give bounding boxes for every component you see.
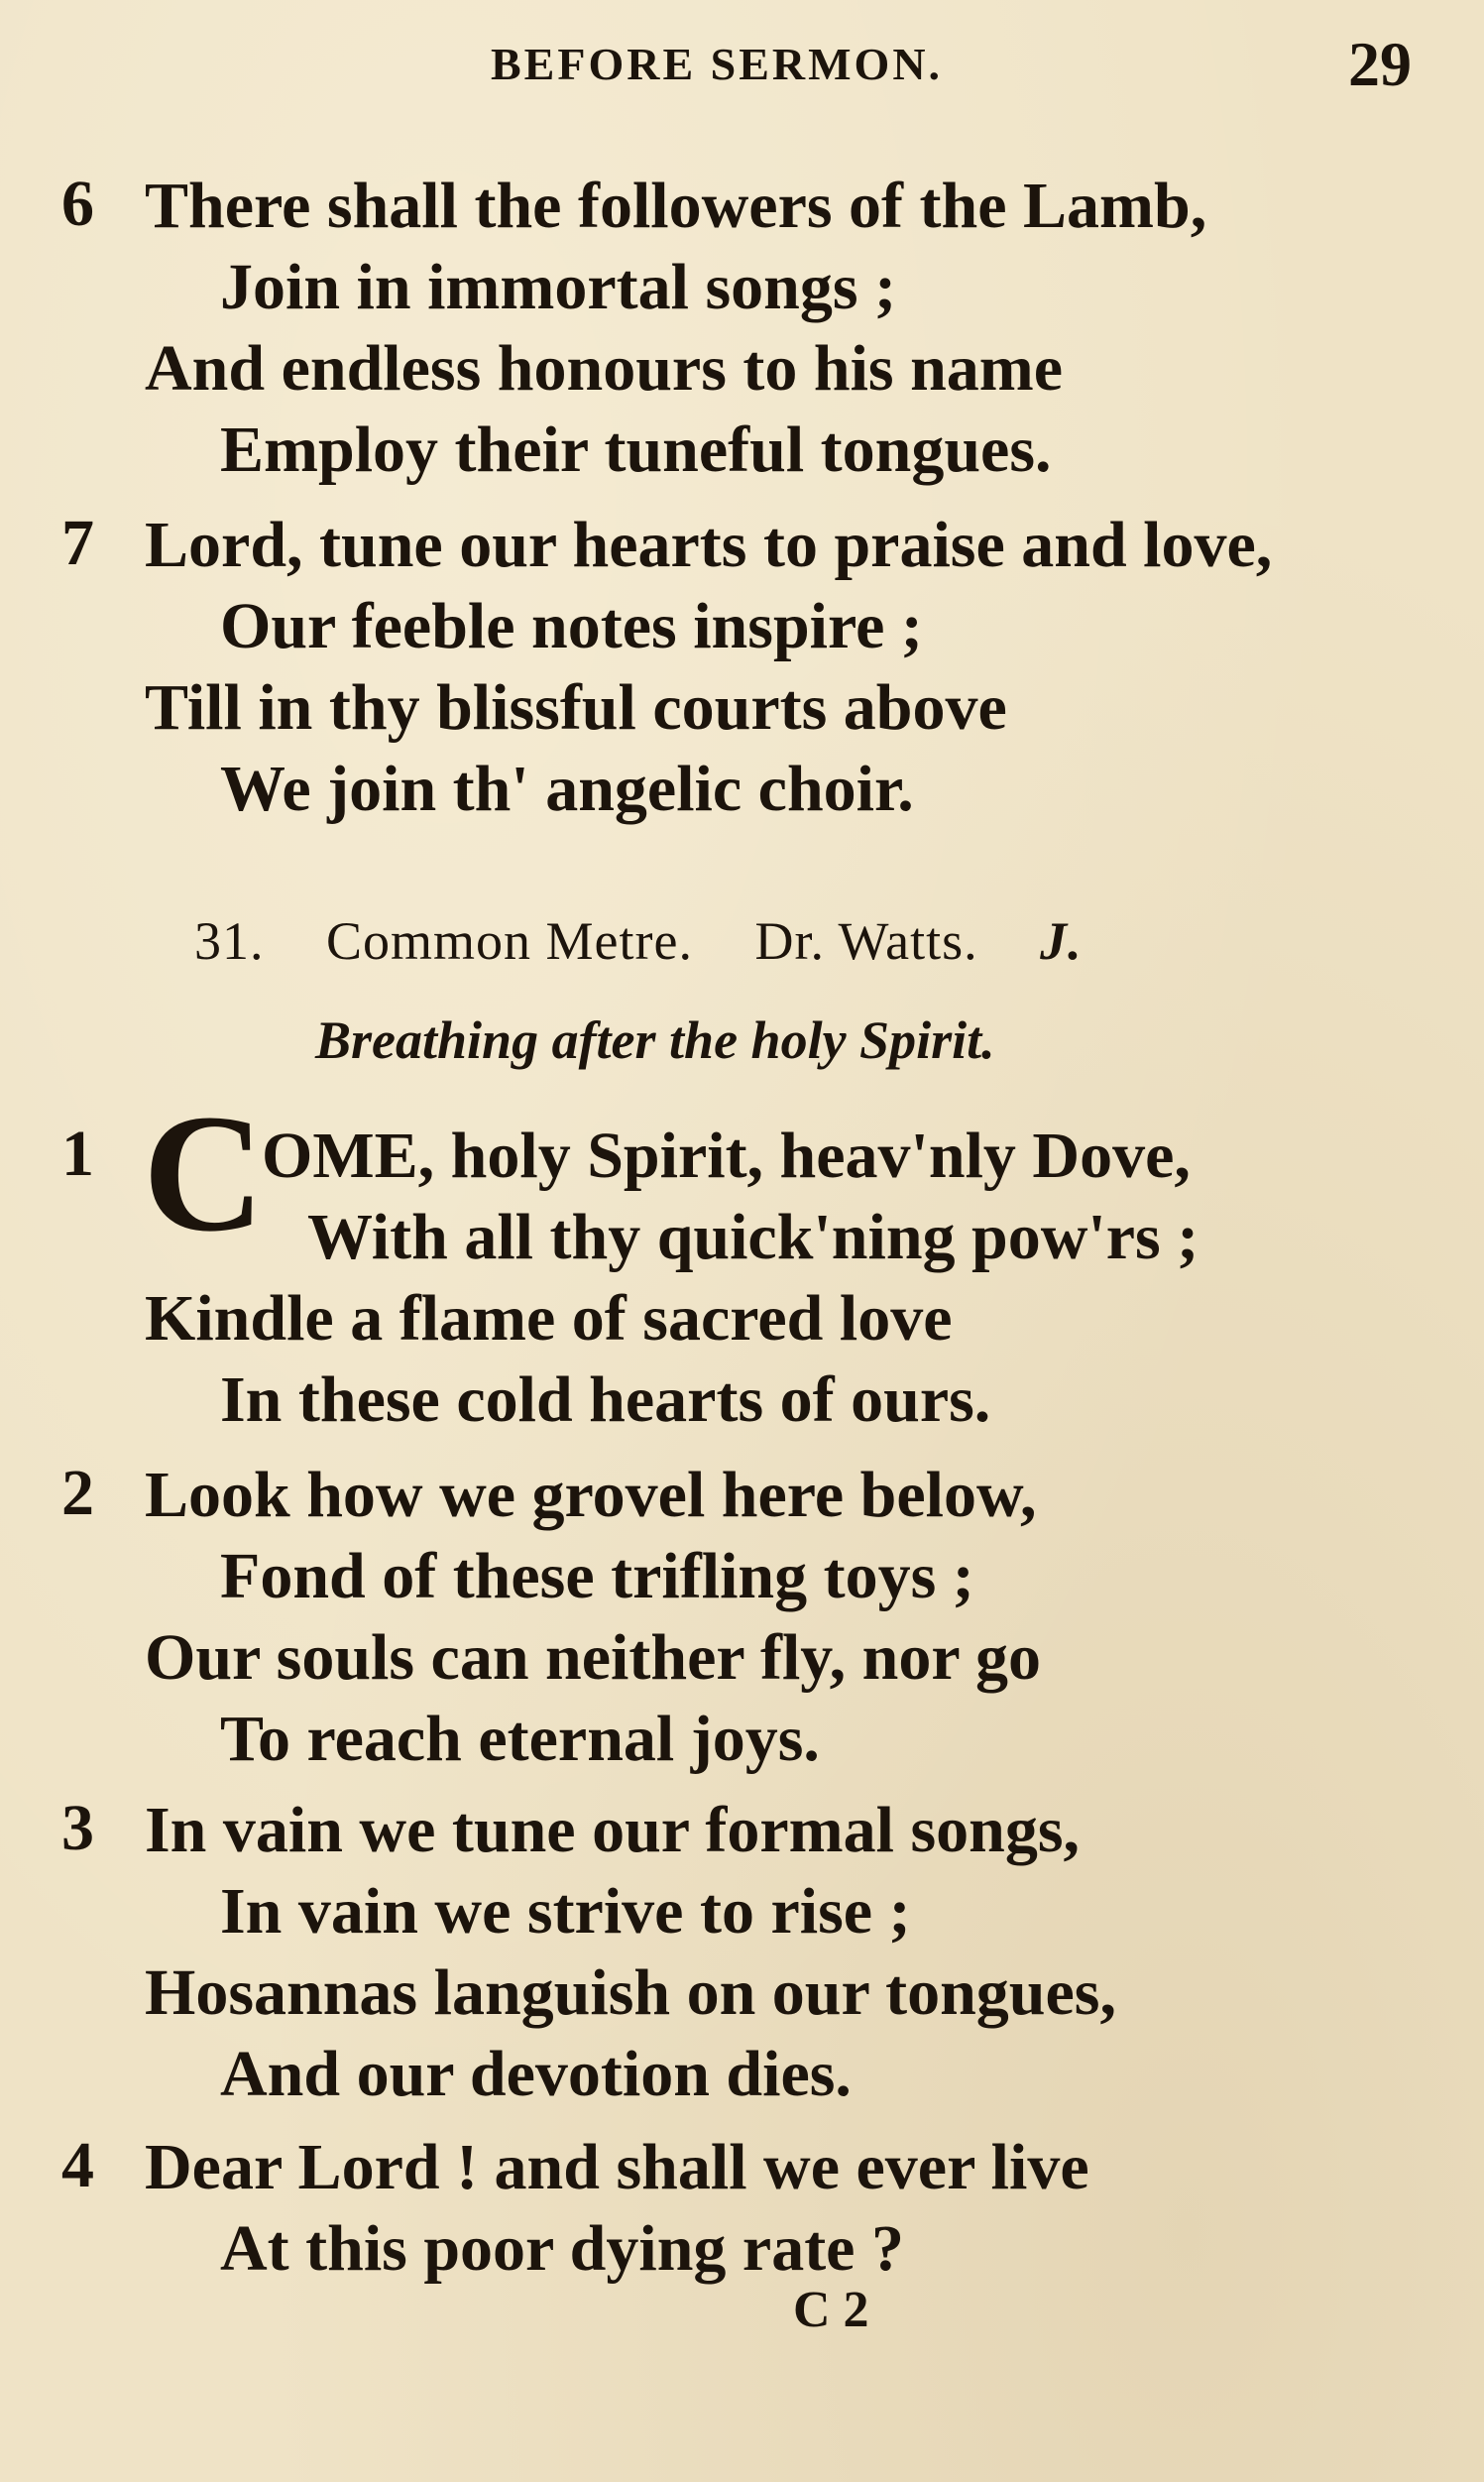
hymn-author: Dr. Watts. <box>754 911 978 971</box>
verse-line: To reach eternal joys. <box>220 1703 820 1775</box>
verse-line: OME, holy Spirit, heav'nly Dove, <box>262 1120 1191 1192</box>
verse-number: 4 <box>61 2129 94 2201</box>
hymn-mark: J. <box>1040 911 1083 971</box>
verse-line: With all thy quick'ning pow'rs ; <box>307 1201 1199 1273</box>
verse-line: Employ their tuneful tongues. <box>220 414 1052 486</box>
verse-line: Hosannas languish on our tongues, <box>145 1956 1116 2029</box>
verse-line: Our souls can neither fly, nor go <box>145 1621 1041 1694</box>
verse-line: Till in thy blissful courts above <box>145 671 1007 744</box>
verse-line: In these cold hearts of ours. <box>220 1363 991 1436</box>
verse-number: 3 <box>61 1792 94 1864</box>
verse-line: Kindle a flame of sacred love <box>145 1282 953 1355</box>
verse-line: And endless honours to his name <box>145 332 1064 405</box>
verse-line: In vain we tune our formal songs, <box>145 1794 1081 1866</box>
signature-mark: C 2 <box>793 2282 869 2338</box>
verse-number: 1 <box>61 1118 94 1190</box>
page-number: 29 <box>1348 29 1412 99</box>
verse-line: At this poor dying rate ? <box>220 2212 904 2285</box>
page-header <box>0 28 1484 97</box>
running-head: BEFORE SERMON. <box>491 39 944 89</box>
verse-number: 6 <box>61 168 94 240</box>
verse-line: Look how we grovel here below, <box>145 1459 1037 1531</box>
hymn-metre: Common Metre. <box>326 911 693 971</box>
drop-cap: C <box>143 1080 265 1266</box>
verse-line: In vain we strive to rise ; <box>220 1875 911 1948</box>
verse-line: Join in immortal songs ; <box>220 251 897 323</box>
verse-line: We join th' angelic choir. <box>220 753 914 825</box>
verse-line: Fond of these trifling toys ; <box>220 1540 974 1612</box>
verse-line: There shall the followers of the Lamb, <box>145 170 1207 242</box>
verse-line: And our devotion dies. <box>220 2038 852 2110</box>
verse-number: 2 <box>61 1457 94 1529</box>
verse-line: Lord, tune our hearts to praise and love, <box>145 509 1273 581</box>
hymn-subtitle: Breathing after the holy Spirit. <box>315 1010 995 1070</box>
verse-line: Dear Lord ! and shall we ever live <box>145 2131 1089 2203</box>
verse-line: Our feeble notes inspire ; <box>220 590 923 662</box>
hymn-title <box>194 910 1130 972</box>
hymn-number: 31. <box>194 911 265 971</box>
verse-number: 7 <box>61 507 94 579</box>
